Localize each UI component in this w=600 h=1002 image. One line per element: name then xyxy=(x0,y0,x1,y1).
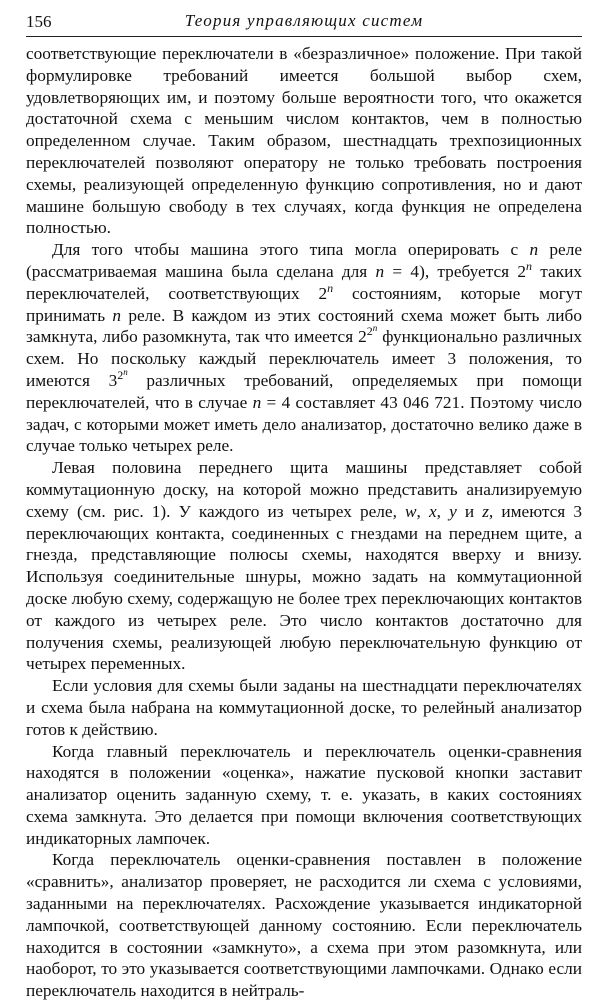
power-expression: $3^{2^n}$ xyxy=(108,366,128,390)
paragraph-2: Для того чтобы машина этого типа могла оперировать с n реле (рассматриваемая машина была сделана для n = 4), требуется 2$^n$ таких переключателей, соответствующих 2$^n$ состояниям, которые могут принимать n реле. В каждом из этих состояний схема может быть либо замкнута, либо разомкнута, так что имеется $2^{2^n}$ функционально различных схем. Но поскольку каждый переключатель имеет 3 положения, то имеются $3^{2^n}$ различных требований, определяемых при помощи переключателей, что в случае n = 4 составляет 43 046 721. Поэтому число задач, с которыми может иметь дело анализатор, достаточно велико даже в случае только четырех реле. xyxy=(26,240,583,456)
paragraph-5: Когда главный переключатель и переключатель оценки-сравнения находятся в положении «оценка», нажатие пусковой кнопки заставит анализатор оценить заданную схему, т. е. указать, в каких состояниях схема замкнута. Это делается при помощи включения соответствующих индикаторных лампочек. xyxy=(26,741,582,848)
paragraph-3: Левая половина переднего щита машины представляет собой коммутационную доску, на которой можно представить анализируемую схему (см. рис. 1). У каждого из четырех реле, w, x, y и z, имеются 3 переключающих контакта, соединенных с гнездами на переднем щите, а гнезда, представляющие полюсы схемы, находятся вверху и внизу. Используя соединительные шнуры, можно задать на коммутационной доске любую схему, содержащую не более трех переключающих контактов от каждого из четырех реле. Это число контактов достаточно для получения схемы, реализующей любую переключательную функцию от четырех переменных. xyxy=(26,458,582,674)
page-header xyxy=(26,6,582,37)
body-text xyxy=(26,43,582,1002)
paragraph-6: Когда переключатель оценки-сравнения поставлен в положение «сравнить», анализатор проверяет, не расходится ли схема с условиями, заданными на переключателях. Расхождение указывается индикаторной лампочкой, соответствующей данному состоянию. Если переключатель находится в состоянии «замкнуто», а схема при этом разомкнута, или наоборот, то это указывается соответствующими лампочками. Однако если переключатель находится в нейтраль- xyxy=(26,850,582,1001)
power-expression: $2^{2^n}$ xyxy=(358,323,378,347)
page-number: 156 xyxy=(26,12,52,31)
power-expression: 2$^n$ xyxy=(318,280,334,303)
power-expression: 2$^n$ xyxy=(517,258,533,281)
paragraph-4: Если условия для схемы были заданы на шестнадцати переключателях и схема была набрана на коммутационной доске, то релейный анализатор готов к действию. xyxy=(26,676,582,739)
running-title: Теория управляющих систем xyxy=(184,11,424,30)
paragraph-1: соответствующие переключатели в «безразличное» положение. При такой формулировке требований имеется большой выбор схем, удовлетворяющих им, и поэтому больше вероятности того, что окажется достаточной схема с меньшим числом контактов, чем в полностью определенном случае. Таким образом, шестнадцать трехпозиционных переключателей позволяют оператору не только требовать построения схемы, реализующей определенную функцию сопротивления, но и дают машине большую свободу в тех случаях, когда функция не определена полностью. xyxy=(26,44,582,238)
